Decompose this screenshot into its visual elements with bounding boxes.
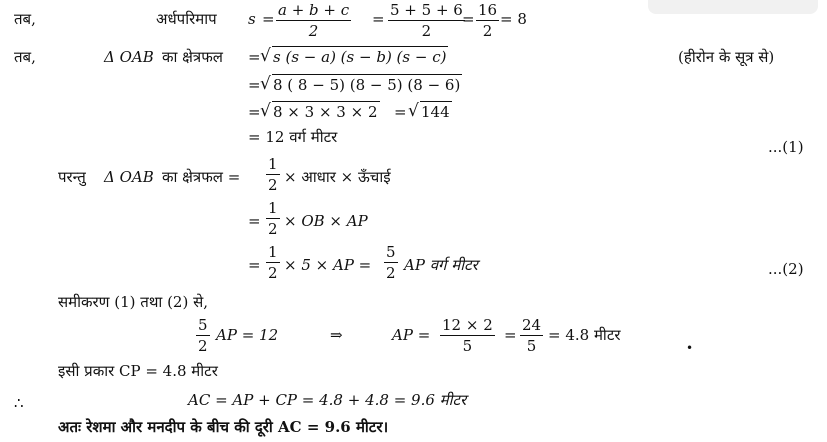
equals-sign: = (248, 76, 261, 94)
fraction-16-2: $\frac{16}{2}$ (478, 1, 498, 40)
equals-sign: = (262, 10, 275, 28)
area-result: = 12 वर्ग मीटर (248, 128, 338, 146)
fraction-556: $\frac{5 + 5 + 6}{2}$ (390, 1, 463, 40)
stray-mark: • (686, 341, 694, 355)
heron-product: √ 8 × 3 × 3 × 2 (260, 101, 378, 121)
equals-sign: = (248, 256, 261, 274)
but-word: परन्तु (58, 168, 86, 186)
ap-equals-12: AP = 12 (216, 326, 279, 344)
corner-shade (648, 0, 818, 14)
heron-substituted: √ 8 ( 8 − 5) (8 − 5) (8 − 6) (260, 74, 461, 94)
fraction-24-5: $\frac{24}{5}$ (522, 316, 542, 355)
semi-perimeter-label: अर्धपरिमाप (156, 10, 217, 28)
sqrt-144: √ 144 (408, 101, 450, 121)
equals-sign: = (248, 212, 261, 230)
fraction-12x2-5: $\frac{12 \times 2}{5}$ (442, 316, 493, 355)
line2-tab: तब, (14, 48, 36, 66)
fraction-5-2: $\frac{5}{2}$ (386, 243, 396, 282)
therefore-symbol: ∴ (14, 394, 24, 412)
ac-computation: AC = AP + CP = 4.8 + 4.8 = 9.6 मीटर (188, 391, 467, 409)
similarly-cp: इसी प्रकार CP = 4.8 मीटर (58, 362, 218, 380)
equals-sign: = (504, 326, 517, 344)
heron-formula-note: (हीरोन के सूत्र से) (678, 48, 775, 66)
fraction-half: $\frac{1}{2}$ (268, 199, 278, 238)
triangle-oab: Δ OAB (104, 168, 154, 186)
equals-sign: = (462, 10, 475, 28)
implies-arrow: ⇒ (330, 326, 343, 344)
equals-sign: = (248, 103, 261, 121)
base-height-expr: × आधार × ऊँचाई (284, 168, 391, 186)
equals-sign: = (248, 48, 261, 66)
line1-tab: तब, (14, 10, 36, 28)
five-ap-expr: × 5 × AP = (284, 256, 372, 274)
from-equations: समीकरण (1) तथा (2) से, (58, 293, 208, 311)
ap-label: AP = (392, 326, 431, 344)
heron-expression: √ s (s − a) (s − b) (s − c) (260, 46, 447, 66)
final-answer: अतः रेशमा और मनदीप के बीच की दूरी AC = 9.6 मीटर। (58, 418, 389, 436)
triangle-oab: Δ OAB (104, 48, 154, 66)
ob-ap-expr: × OB × AP (284, 212, 368, 230)
equation-ref-2: ...(2) (768, 260, 804, 278)
fraction-half: $\frac{1}{2}$ (268, 243, 278, 282)
equals-sign: = (372, 10, 385, 28)
area-label: का क्षेत्रफल (162, 48, 223, 66)
s-symbol: s (248, 10, 256, 28)
ap-result: = 4.8 मीटर (548, 326, 621, 344)
ap-square-metre: AP वर्ग मीटर (404, 256, 478, 274)
fraction-5-2: $\frac{5}{2}$ (198, 316, 208, 355)
fraction-abc: $\frac{a + b + c}{2}$ (278, 1, 350, 40)
fraction-half: $\frac{1}{2}$ (268, 155, 278, 194)
area-label: का क्षेत्रफल = (162, 168, 241, 186)
equation-ref-1: ...(1) (768, 138, 804, 156)
equals-sign: = (394, 103, 407, 121)
semi-perimeter-result: = 8 (500, 10, 527, 28)
